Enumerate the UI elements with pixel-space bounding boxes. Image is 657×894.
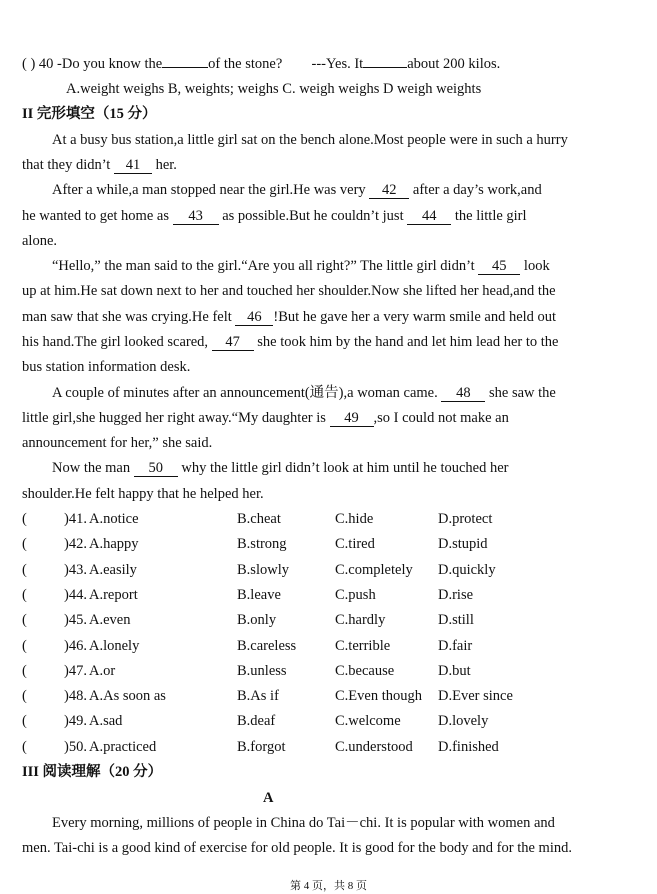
passage-line: Now the man 50 why the little girl didn’t look at him until he touched her	[52, 460, 509, 476]
option-b: B.careless	[237, 638, 297, 654]
option-a: A.report	[89, 587, 138, 603]
question-number: )49.	[64, 713, 87, 729]
passage-line: his hand.The girl looked scared, 47 she took him by the hand and let him lead her to the	[22, 334, 559, 350]
section-heading: III 阅读理解（20 分）	[22, 764, 163, 780]
option-c: C.because	[335, 663, 395, 679]
option-a: A.practiced	[89, 739, 157, 755]
page-footer: 第 4 页，共 8 页	[290, 880, 367, 892]
option-d: D.quickly	[438, 562, 496, 578]
option-c: C.welcome	[335, 713, 401, 729]
option-a: A.easily	[89, 562, 137, 578]
answer-paren: ( )	[22, 56, 36, 72]
option-d: D.fair	[438, 638, 473, 654]
option-a: A.sad	[89, 713, 123, 729]
option-c: C.hide	[335, 511, 374, 527]
option-b: B.leave	[237, 587, 281, 603]
passage-title: A	[263, 790, 274, 806]
option-c: C.tired	[335, 536, 375, 552]
question-number: )48.	[64, 688, 87, 704]
option-d: D.Ever since	[438, 688, 513, 704]
passage-line: bus station information desk.	[22, 359, 191, 375]
option-a: A.notice	[89, 511, 139, 527]
blank-47: 47	[212, 334, 254, 351]
blank-42: 42	[369, 182, 409, 199]
option-b: B.forgot	[237, 739, 286, 755]
option-c: C.understood	[335, 739, 413, 755]
blank-46: 46	[235, 309, 273, 326]
option-b: B.only	[237, 612, 277, 628]
option-b: B.unless	[237, 663, 287, 679]
passage-line: that they didn’t 41 her.	[22, 157, 177, 173]
passage-line: little girl,she hugged her right away.“My daughter is 49 ,so I could not make an	[22, 410, 509, 426]
passage-line: A couple of minutes after an announcement(通告),a woman came. 48 she saw the	[52, 385, 556, 401]
question-number: )41.	[64, 511, 87, 527]
option-c: C.terrible	[335, 638, 391, 654]
blank	[162, 67, 208, 68]
option-a: A.happy	[89, 536, 139, 552]
question-40	[22, 54, 500, 74]
blank-48: 48	[441, 385, 485, 402]
option-a: A.or	[89, 663, 116, 679]
question-number: )42.	[64, 536, 87, 552]
option-d: D.finished	[438, 739, 499, 755]
question-number: )50.	[64, 739, 87, 755]
question-number: )47.	[64, 663, 87, 679]
blank-43: 43	[173, 208, 219, 225]
option-a: A.As soon as	[89, 688, 166, 704]
option-a: A.lonely	[89, 638, 140, 654]
option-b: B.slowly	[237, 562, 289, 578]
option-b: B.deaf	[237, 713, 276, 729]
option-d: D.but	[438, 663, 471, 679]
option-a: A.even	[89, 612, 131, 628]
question-number: )43.	[64, 562, 87, 578]
question-number: )46.	[64, 638, 87, 654]
blank-44: 44	[407, 208, 451, 225]
question-40-options: A.weight weighs B, weights; weighs C. weigh weighs D weigh weights	[66, 81, 482, 97]
question-stem: of the stone?	[208, 56, 283, 72]
section-heading: II 完形填空（15 分）	[22, 106, 157, 122]
passage-line: Every morning, millions of people in China do Tai－chi. It is popular with women and	[52, 815, 555, 831]
option-b: B.As if	[237, 688, 279, 704]
passage-line: announcement for her,” she said.	[22, 435, 213, 451]
option-c: C.push	[335, 587, 376, 603]
passage-line: men. Tai-chi is a good kind of exercise for old people. It is good for the body and for the mind.	[22, 840, 572, 856]
option-b: B.strong	[237, 536, 287, 552]
option-b: B.cheat	[237, 511, 281, 527]
question-stem: ---Yes. It	[311, 56, 364, 72]
question-stem: 40 -Do you know the	[38, 56, 163, 72]
passage-line: he wanted to get home as 43 as possible.But he couldn’t just 44 the little girl	[22, 208, 527, 224]
question-number: )44.	[64, 587, 87, 603]
option-d: D.lovely	[438, 713, 489, 729]
blank-49: 49	[330, 410, 374, 427]
passage-line: After a while,a man stopped near the girl.He was very 42 after a day’s work,and	[52, 182, 542, 198]
blank-50: 50	[134, 460, 178, 477]
blank-41: 41	[114, 157, 152, 174]
option-d: D.rise	[438, 587, 474, 603]
passage-line: “Hello,” the man said to the girl.“Are you all right?” The little girl didn’t 45 look	[52, 258, 550, 274]
question-number: )45.	[64, 612, 87, 628]
blank	[363, 67, 407, 68]
option-d: D.protect	[438, 511, 493, 527]
option-c: C.completely	[335, 562, 413, 578]
option-d: D.stupid	[438, 536, 488, 552]
passage-line: up at him.He sat down next to her and touched her shoulder.Now she lifted her head,and the	[22, 283, 556, 299]
blank-45: 45	[478, 258, 520, 275]
passage-line: At a busy bus station,a little girl sat on the bench alone.Most people were in such a hurry	[52, 132, 568, 148]
passage-line: shoulder.He felt happy that he helped her.	[22, 486, 264, 502]
passage-line: man saw that she was crying.He felt 46 !But he gave her a very warm smile and held out	[22, 309, 557, 325]
question-stem: about 200 kilos.	[407, 56, 501, 72]
option-c: C.Even though	[335, 688, 422, 704]
option-d: D.still	[438, 612, 474, 628]
passage-line: alone.	[22, 233, 58, 249]
option-c: C.hardly	[335, 612, 386, 628]
